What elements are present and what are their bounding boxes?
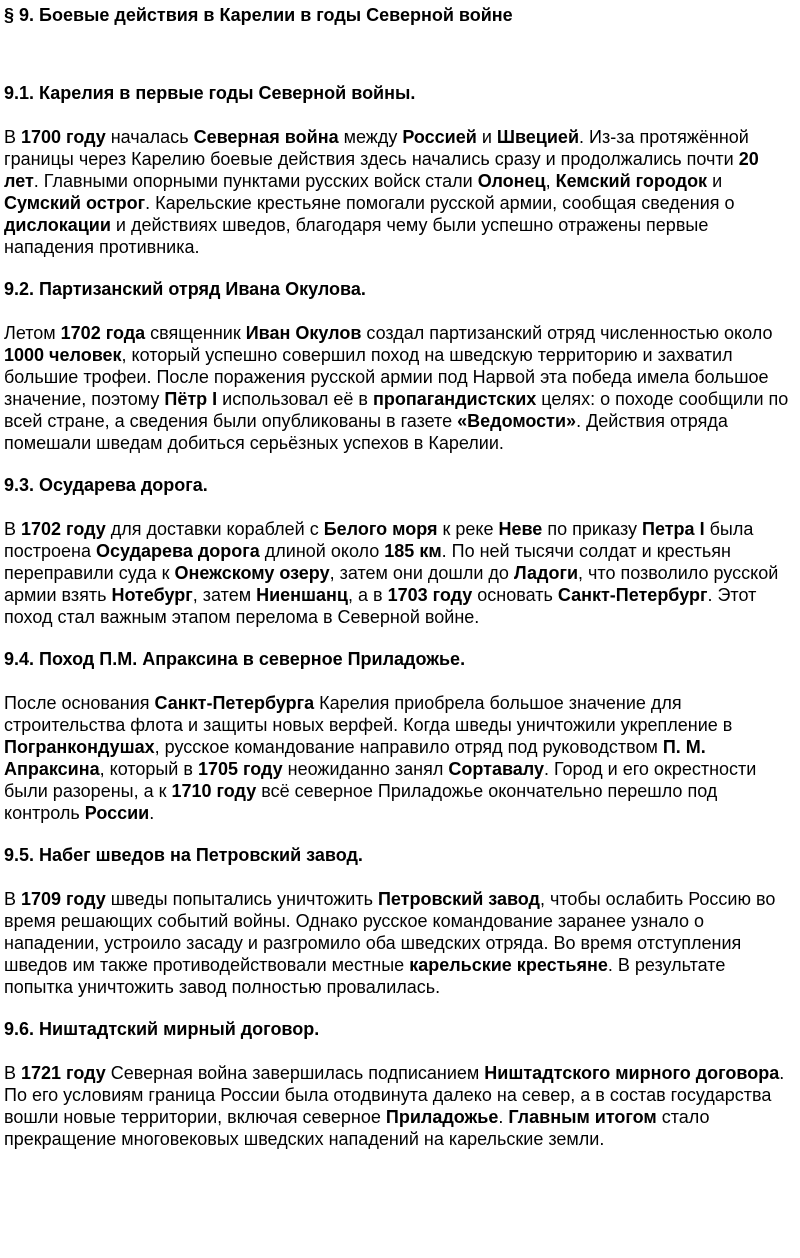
sections-container xyxy=(4,82,794,1150)
text-run: , а в xyxy=(348,585,388,605)
bold-term: Погранкондушах xyxy=(4,737,155,757)
section-paragraph xyxy=(4,126,794,258)
section xyxy=(4,648,794,824)
text-run: для доставки кораблей с xyxy=(105,519,324,539)
bold-term: Ладоги xyxy=(513,563,579,583)
text-run: , затем xyxy=(192,585,257,605)
bold-term: карельские крестьяне xyxy=(409,955,608,975)
text-run: Северная война завершилась подписанием xyxy=(105,1063,485,1083)
section xyxy=(4,1018,794,1150)
bold-term: Неве xyxy=(498,519,543,539)
text-run: , xyxy=(545,171,556,191)
text-run: , чтобы ослабить Россию во время решающих событий войны. Однако русское командование заранее узнало о нападении, устроило засаду и разгромило оба шведских отряда. Во время отступления шведов им также противодействовали местные xyxy=(4,889,776,975)
section xyxy=(4,278,794,454)
section-heading: 9.6. Ништадтский мирный договор. xyxy=(4,1019,320,1039)
text-run: , русское командование направило отряд под руководством xyxy=(154,737,663,757)
section-paragraph xyxy=(4,888,794,998)
bold-term: России xyxy=(84,803,150,823)
text-run: . Из-за протяжённой границы через Карелию боевые действия здесь начались сразу и продолжались почти xyxy=(4,127,749,169)
section-heading: 9.5. Набег шведов на Петровский завод. xyxy=(4,845,363,865)
bold-term: Кемский городок xyxy=(555,171,708,191)
bold-term: Ниеншанц xyxy=(256,585,348,605)
section-paragraph xyxy=(4,518,794,628)
text-run: основать xyxy=(472,585,558,605)
text-run: . Город и его окрестности были разорены, а к xyxy=(4,759,757,801)
text-run: Летом xyxy=(4,323,61,343)
bold-term: пропагандистских xyxy=(372,389,537,409)
bold-term: Онежскому озеру xyxy=(174,563,330,583)
text-run: В xyxy=(4,889,22,909)
text-run: , который успешно совершил поход на шведскую территорию и захватил большие трофеи. После поражения русской армии под Нарвой эта победа имела большое значение, поэтому xyxy=(4,345,769,409)
text-run: всё северное Приладожье окончательно перешло под контроль xyxy=(4,781,718,823)
text-run: и xyxy=(476,127,497,147)
bold-term: 1000 человек xyxy=(4,345,122,365)
text-run: . В результате попытка уничтожить завод полностью провалилась. xyxy=(4,955,726,997)
text-run: Карелия приобрела большое значение для строительства флота и защиты новых верфей. Когда шведы уничтожили укрепление в xyxy=(4,693,733,735)
text-run: . xyxy=(498,1107,509,1127)
text-run: . По ней тысячи солдат и крестьян переправили суда к xyxy=(4,541,731,583)
bold-term: Иван Окулов xyxy=(245,323,362,343)
text-run: . Карельские крестьяне помогали русской армии, сообщая сведения о xyxy=(145,193,735,213)
bold-term: 1705 году xyxy=(197,759,283,779)
text-run: между xyxy=(338,127,403,147)
section xyxy=(4,82,794,258)
bold-term: Пётр I xyxy=(164,389,218,409)
bold-term: 185 км xyxy=(384,541,442,561)
bold-term: 1721 году xyxy=(21,1063,106,1083)
text-run: В xyxy=(4,127,22,147)
section-heading: 9.2. Партизанский отряд Ивана Окулова. xyxy=(4,279,366,299)
bold-term: Белого моря xyxy=(323,519,438,539)
text-run: В xyxy=(4,1063,22,1083)
bold-term: Петровский завод xyxy=(377,889,540,909)
bold-term: 1709 году xyxy=(21,889,106,909)
text-run: стало прекращение многовековых шведских нападений на карельские земли. xyxy=(4,1107,710,1149)
bold-term: «Ведомости» xyxy=(457,411,577,431)
text-run: . Главными опорными пунктами русских войск стали xyxy=(33,171,478,191)
text-run: священник xyxy=(145,323,246,343)
text-run: , что позволило русской армии взять xyxy=(4,563,779,605)
bold-term: 1710 году xyxy=(171,781,257,801)
bold-term: Россией xyxy=(402,127,477,147)
bold-term: Олонец xyxy=(477,171,546,191)
text-run: В xyxy=(4,519,22,539)
text-run: по приказу xyxy=(542,519,643,539)
bold-term: Ништадтского мирного договора xyxy=(484,1063,780,1083)
text-run: . Действия отряда помешали шведам добиться серьёзных успехов в Карелии. xyxy=(4,411,728,453)
text-run: . По его условиям граница России была отодвинута далеко на север, а в состав государства вошли новые территории, включая северное xyxy=(4,1063,785,1127)
section-paragraph xyxy=(4,1062,794,1150)
page-title: § 9. Боевые действия в Карелии в годы Северной войне xyxy=(4,5,513,25)
section xyxy=(4,844,794,998)
bold-term: П. М. Апраксина xyxy=(4,737,706,779)
text-run: . xyxy=(149,803,155,823)
text-run: После основания xyxy=(4,693,155,713)
text-run: неожиданно занял xyxy=(282,759,449,779)
bold-term: 1703 году xyxy=(387,585,473,605)
text-run: была построена xyxy=(4,519,754,561)
section-heading: 9.3. Осударева дорога. xyxy=(4,475,208,495)
text-run: и действиях шведов, благодаря чему были успешно отражены первые нападения противника. xyxy=(4,215,709,257)
bold-term: Петра I xyxy=(642,519,705,539)
bold-term: Приладожье xyxy=(385,1107,499,1127)
bold-term: Сумский острог xyxy=(4,193,146,213)
bold-term: Санкт-Петербурга xyxy=(154,693,315,713)
text-run: создал партизанский отряд численностью около xyxy=(361,323,773,343)
bold-term: Северная война xyxy=(193,127,339,147)
text-run: , который в xyxy=(99,759,198,779)
bold-term: дислокации xyxy=(4,215,111,235)
section xyxy=(4,474,794,628)
bold-term: Санкт-Петербург xyxy=(557,585,708,605)
section-heading: 9.1. Карелия в первые годы Северной войны. xyxy=(4,83,416,103)
bold-term: 1700 году xyxy=(21,127,106,147)
bold-term: 1702 году xyxy=(21,519,106,539)
bold-term: Нотебург xyxy=(111,585,193,605)
bold-term: 20 лет xyxy=(4,149,759,191)
text-run: шведы попытались уничтожить xyxy=(105,889,378,909)
bold-term: 1702 года xyxy=(60,323,146,343)
text-run: , затем они дошли до xyxy=(329,563,514,583)
bold-term: Швецией xyxy=(496,127,580,147)
text-run: к реке xyxy=(437,519,499,539)
section-paragraph xyxy=(4,692,794,824)
section-heading: 9.4. Поход П.М. Апраксина в северное Приладожье. xyxy=(4,649,466,669)
bold-term: Осударева дорога xyxy=(96,541,260,561)
text-run: и xyxy=(707,171,723,191)
text-run: . Этот поход стал важным этапом перелома в Северной войне. xyxy=(4,585,757,627)
section-paragraph xyxy=(4,322,794,454)
text-run: началась xyxy=(105,127,194,147)
bold-term: Сортавалу xyxy=(448,759,544,779)
bold-term: Главным итогом xyxy=(508,1107,657,1127)
text-run: целях: о походе сообщили по всей стране, а сведения были опубликованы в газете xyxy=(4,389,789,431)
text-run: использовал её в xyxy=(217,389,373,409)
text-run: длиной около xyxy=(259,541,385,561)
